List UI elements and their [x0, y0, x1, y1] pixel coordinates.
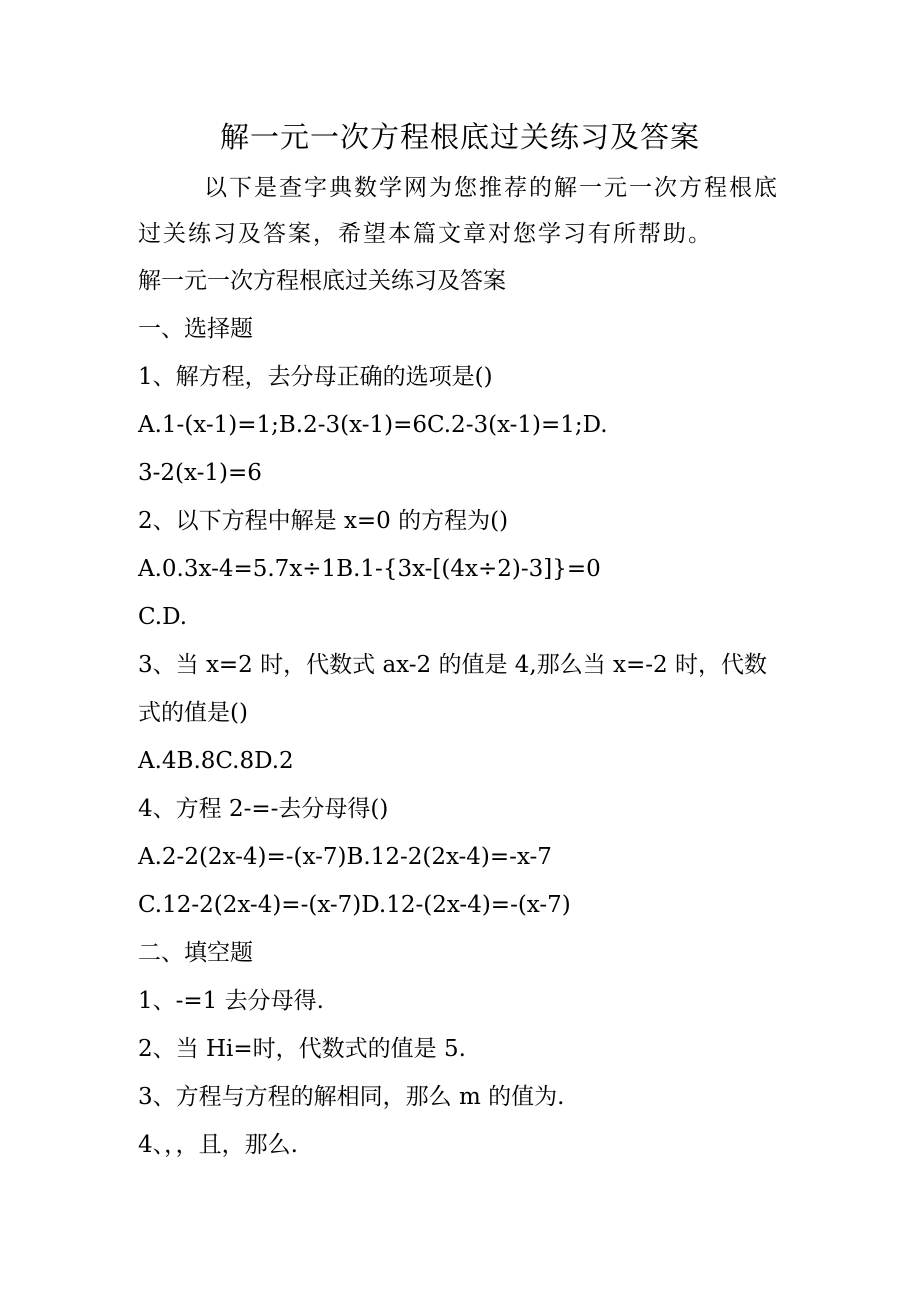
subtitle: 解一元一次方程根底过关练习及答案 [138, 268, 506, 294]
question-2: 2、以下方程中解是 x=0 的方程为() [138, 508, 509, 534]
intro-line-1: 以下是查字典数学网为您推荐的解一元一次方程根底 [204, 175, 779, 201]
fill-question-4: 4、，，且，那么. [138, 1132, 298, 1158]
question-4-options-line-2: C.12-2(2x-4)=-(x-7)D.12-(2x-4)=-(x-7) [138, 892, 571, 918]
question-4: 4、方程 2-=-去分母得() [138, 796, 389, 822]
fill-question-3: 3、方程与方程的解相同，那么 m 的值为. [138, 1084, 565, 1110]
question-1-options-line-2: 3-2(x-1)=6 [138, 460, 262, 486]
section-1-heading: 一、选择题 [138, 316, 253, 342]
document-title: 解一元一次方程根底过关练习及答案 [219, 120, 700, 154]
fill-question-1: 1、-=1 去分母得. [138, 988, 324, 1014]
question-3-line-1: 3、当 x=2 时，代数式 ax-2 的值是 4,那么当 x=-2 时，代数 [138, 652, 767, 678]
question-1: 1、解方程，去分母正确的选项是() [138, 364, 493, 390]
question-1-options-line-1: A.1-(x-1)=1;B.2-3(x-1)=6C.2-3(x-1)=1;D. [138, 412, 608, 438]
question-2-options-line-2: C.D. [138, 604, 188, 630]
question-3-options: A.4B.8C.8D.2 [138, 748, 294, 774]
intro-line-2: 过关练习及答案，希望本篇文章对您学习有所帮助。 [138, 221, 713, 247]
fill-question-2: 2、当 Hi=时，代数式的值是 5. [138, 1036, 466, 1062]
section-2-heading: 二、填空题 [138, 940, 253, 966]
question-4-options-line-1: A.2-2(2x-4)=-(x-7)B.12-2(2x-4)=-x-7 [138, 844, 552, 870]
question-2-options-line-1: A.0.3x-4=5.7x÷1B.1-{3x-[(4x÷2)-3]}=0 [138, 556, 601, 582]
question-3-line-2: 式的值是() [138, 700, 248, 726]
